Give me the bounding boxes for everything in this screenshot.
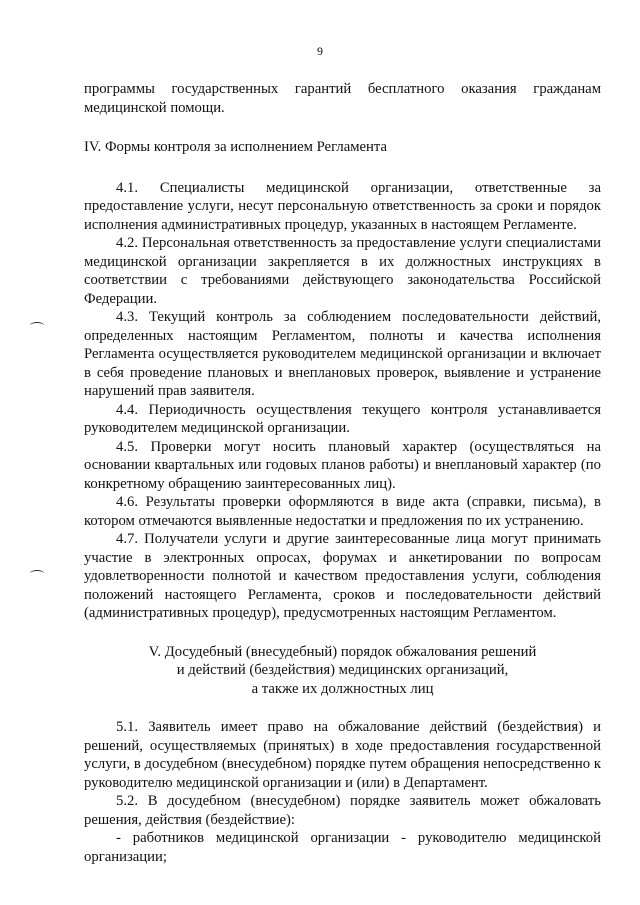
paragraph-4-3: 4.3. Текущий контроль за соблюдением последовательности действий, определенных настоящим Регламентом, полноты и качества исполнения Регламента осуществляется руководителем медицинской организации и включает в себя проведение плановых и внеплановых проверок, выявление и устранение нарушений прав заявителя. <box>84 309 601 399</box>
scan-mark <box>30 322 44 329</box>
paragraph-4-1: 4.1. Специалисты медицинской организации, ответственные за предоставление услуги, несут персональную ответственность за сроки и порядок исполнения административных процедур, указанных в настоящем Регламенте. <box>84 179 601 233</box>
paragraph-4-5: 4.5. Проверки могут носить плановый характер (осуществляться на основании квартальных или годовых планов работы) и внеплановый характер (по конкретному обращению заинтересованных лиц). <box>84 438 601 492</box>
page-number: 9 <box>317 44 323 58</box>
paragraph-4-2: 4.2. Персональная ответственность за предоставление услуги специалистами медицинской организации закрепляется в их должностных инструкциях в соответствии с требованиями действующего законодательства Российской Федерации. <box>84 235 601 307</box>
intro-paragraph: программы государственных гарантий бесплатного оказания гражданам медицинской помощи. <box>84 81 601 116</box>
paragraph-4-4: 4.4. Периодичность осуществления текущего контроля устанавливается руководителем медицинской организации. <box>84 401 601 436</box>
paragraph-5-2: 5.2. В досудебном (внесудебном) порядке заявитель может обжаловать решения, действия (бездействие): <box>84 793 601 828</box>
document-body <box>84 80 601 866</box>
paragraph-5-1: 5.1. Заявитель имеет право на обжалование действий (бездействия) и решений, осуществляемых (принятых) в ходе предоставления государственной услуги, в досудебном (внесудебном) порядке путем обращения непосредственно к руководителю медицинской организации и (или) в Департамент. <box>84 719 601 791</box>
section-5-title-line: а также их должностных лиц <box>251 680 434 697</box>
paragraph-4-6: 4.6. Результаты проверки оформляются в виде акта (справки, письма), в котором отмечаются выявленные недостатки и предложения по их устранению. <box>84 494 601 529</box>
paragraph-4-7: 4.7. Получатели услуги и другие заинтересованные лица могут принимать участие в электронных опросах, форумах и анкетировании по вопросам удовлетворенности полнотой и качеством предоставления услуги, соблюдения положений настоящего Регламента, сроков и последовательности действий (административных процедур), предусмотренных настоящим Регламентом. <box>84 531 601 621</box>
section-5-title-line: V. Досудебный (внесудебный) порядок обжалования решений <box>148 643 537 660</box>
scan-mark <box>30 570 44 577</box>
section-4-title: IV. Формы контроля за исполнением Регламента <box>84 139 387 155</box>
list-item-dash: - работников медицинской организации - руководителю медицинской организации; <box>84 830 601 865</box>
section-5-title <box>84 643 601 699</box>
section-5-title-line: и действий (бездействия) медицинских организаций, <box>176 662 509 678</box>
